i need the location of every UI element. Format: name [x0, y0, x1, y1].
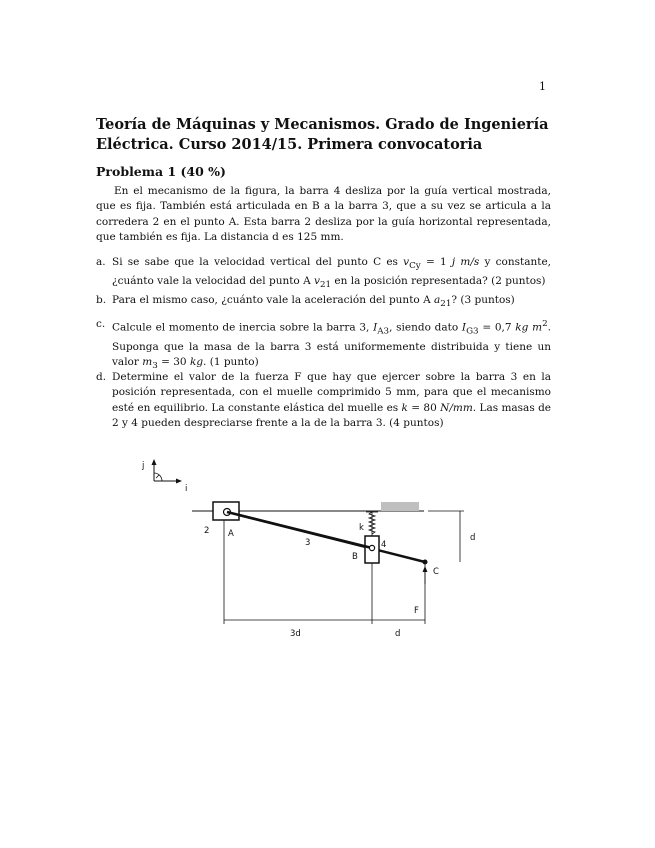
label-f: F — [414, 606, 419, 616]
label-c: C — [433, 567, 439, 577]
question-b — [96, 293, 551, 312]
question-d — [96, 370, 551, 431]
question-text: Si se sabe que la velocidad vertical del punto C es $v_{Cy} = 1$ j m/s y constante, ¿cuánto vale la velocidad del punto A $v_{21}$ en la posición representada? (2 puntos) — [112, 256, 551, 291]
bar-3-over-slider — [227, 512, 372, 548]
question-letter: a. — [96, 256, 106, 268]
mechanism-figure — [130, 450, 490, 654]
axis-j-label: j — [142, 461, 145, 471]
question-letter: c. — [96, 318, 106, 330]
spring-constant-label: k — [359, 523, 364, 533]
question-text: Calcule el momento de inercia sobre la barra 3, $I_{A3}$, siendo dato $I_{G3} = 0,7$ kg $m^2$. Suponga que la masa de la barra 3 está uniformemente distribuida y tiene un valor $m_3 = 30$ kg. (1 punto) — [112, 319, 551, 372]
label-a: A — [228, 529, 234, 539]
page-number: 1 — [539, 80, 546, 93]
label-d-vertical: d — [470, 533, 476, 543]
question-text: Para el mismo caso, ¿cuánto vale la aceleración del punto A $a_{21}$? (3 puntos) — [112, 294, 515, 310]
problem-intro: En el mecanismo de la figura, la barra 4 desliza por la guía vertical mostrada, que es fija. También está articulada en B a la barra 3, que a su vez se articula a la corredera 2 en el punto A. Esta barra 2 desliza por la guía horizontal representada, que también es fija. La distancia d es 125 mm. — [96, 185, 551, 243]
label-2: 2 — [204, 526, 210, 536]
spring — [366, 512, 378, 534]
axes-icon — [152, 459, 183, 484]
label-3d: 3d — [290, 629, 301, 639]
page-title: Teoría de Máquinas y Mecanismos. Grado de Ingeniería Eléctrica. Curso 2014/15. Primera convocatoria — [96, 116, 549, 153]
velocity-arrowhead — [423, 566, 428, 572]
label-b: B — [352, 552, 358, 562]
question-a — [96, 255, 551, 294]
label-d-horizontal: d — [395, 629, 401, 639]
label-4: 4 — [381, 540, 387, 550]
question-letter: d. — [96, 371, 107, 383]
point-c — [423, 560, 428, 565]
problem-heading: Problema 1 (40 %) — [96, 164, 226, 179]
mechanism-diagram — [130, 450, 490, 650]
ground-support — [381, 502, 419, 511]
axis-i-label: i — [185, 484, 188, 494]
joint-b — [369, 545, 374, 550]
question-c — [96, 317, 551, 375]
question-text: Determine el valor de la fuerza F que hay que ejercer sobre la barra 3 en la posición representada, con el muelle comprimido 5 mm, para que el mecanismo esté en equilibrio. La constante elástica del muelle es k = 80 N/mm. Las masas de 2 y 4 pueden despreciarse frente a la de la barra 3. (4 puntos) — [112, 371, 551, 429]
label-3: 3 — [305, 538, 311, 548]
question-letter: b. — [96, 294, 107, 306]
